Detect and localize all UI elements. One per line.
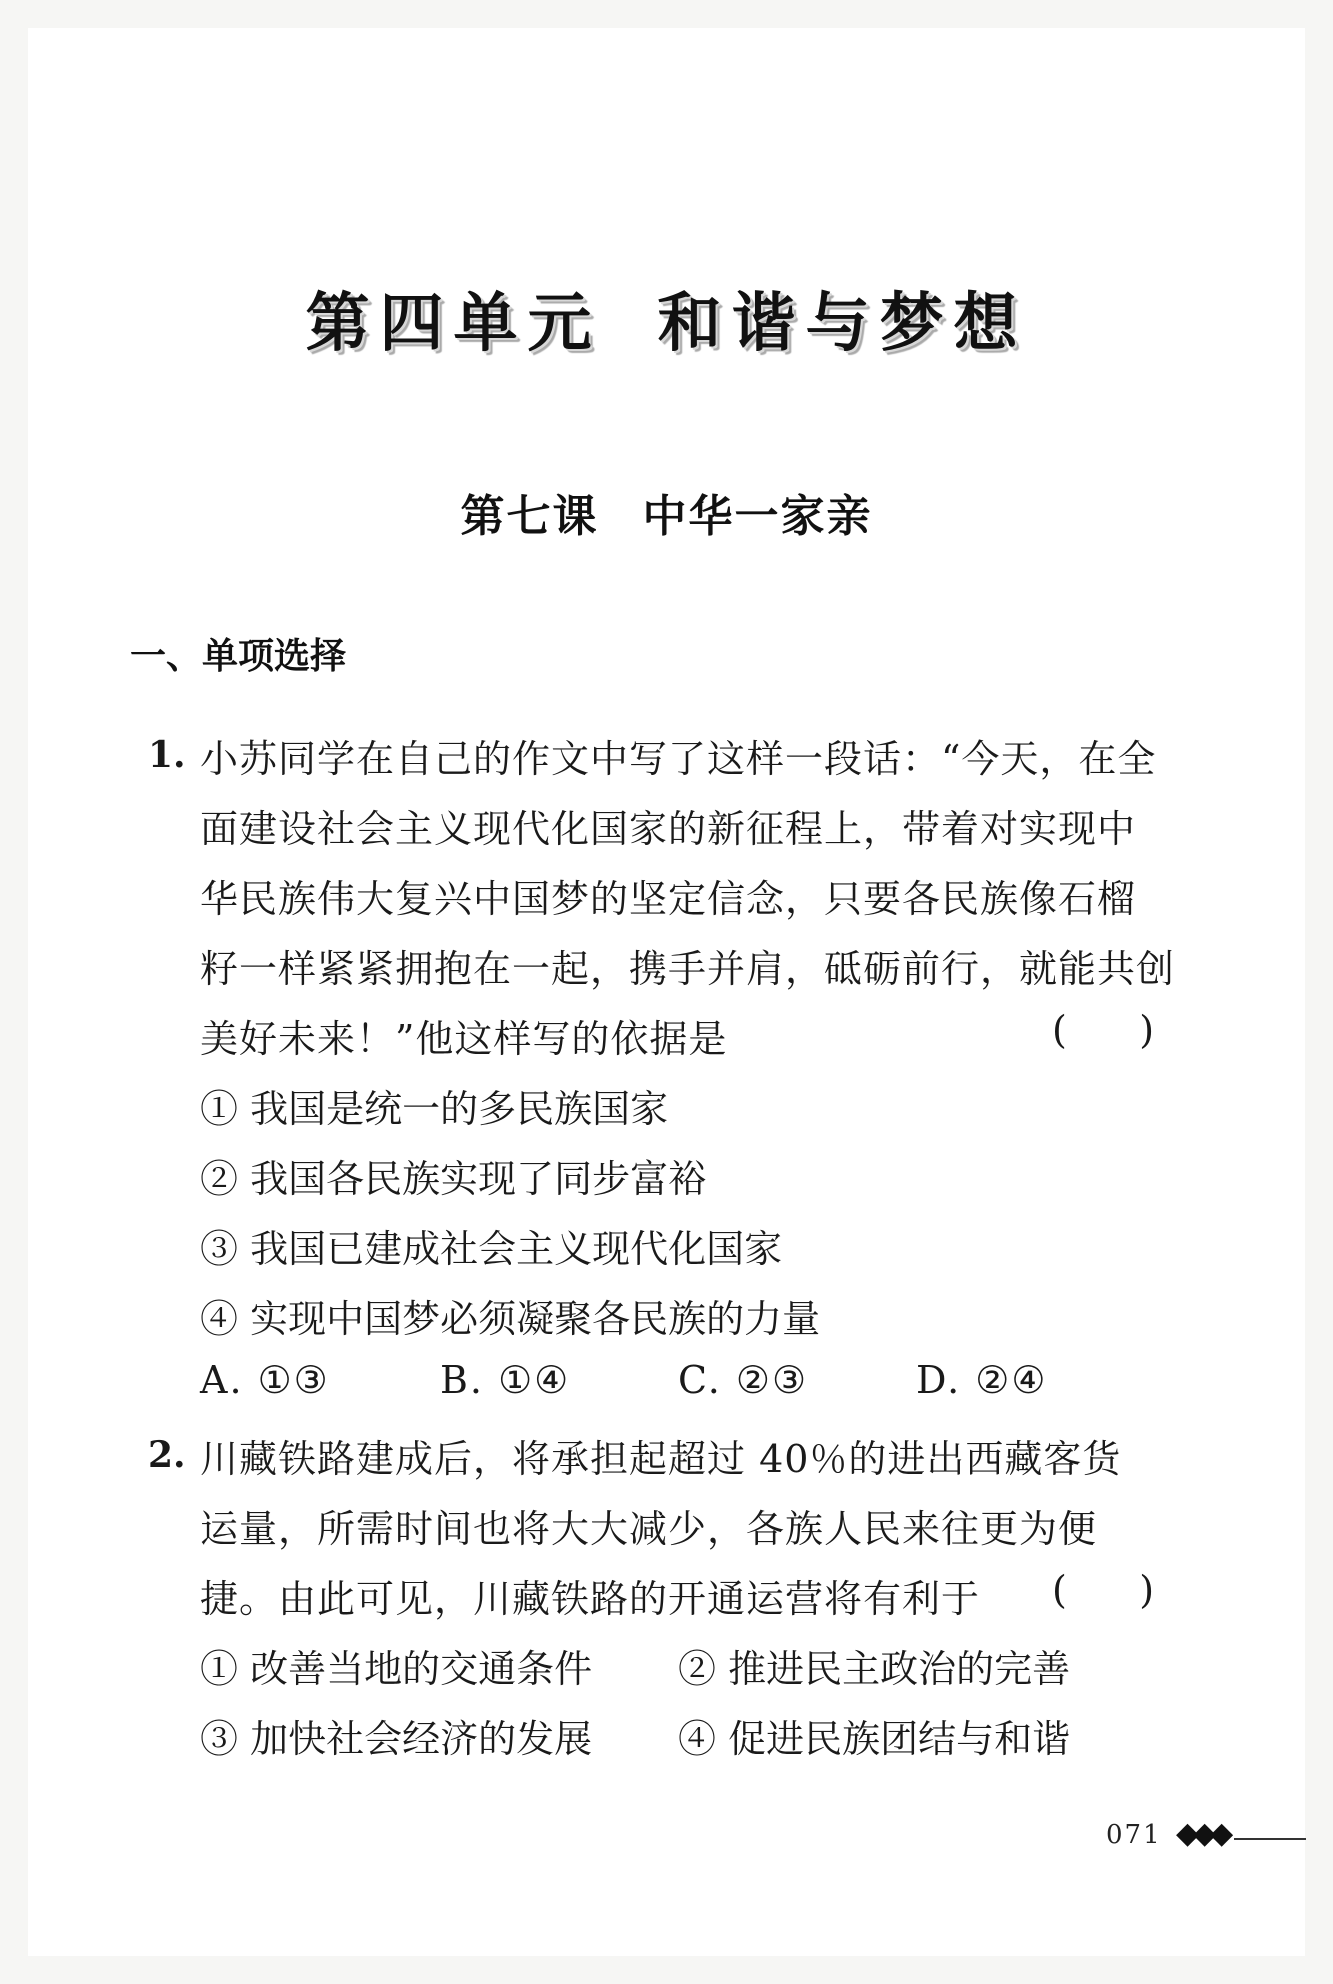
statement-option: ③ 我国已建成社会主义现代化国家 [200,1227,783,1271]
choice-c: C. ②③ [678,1358,809,1402]
question-number: 1. [148,734,186,776]
unit-title [0,272,1333,364]
question-text-line: 华民族伟大复兴中国梦的坚定信念，只要各民族像石榴 [200,877,1137,921]
lesson-title-number: 第七课 [460,491,599,542]
statement-option: ② 我国各民族实现了同步富裕 [200,1157,707,1201]
answer-parentheses: ( ) [1052,1008,1155,1052]
question-text-line: 捷。由此可见，川藏铁路的开通运营将有利于 [200,1577,981,1621]
section-heading: 一、单项选择 [130,636,347,677]
diamond-ornament-icon: ◆◆◆ [1176,1816,1228,1851]
choice-d: D. ②④ [916,1358,1048,1402]
choice-b: B. ①④ [440,1358,571,1402]
statement-option: ② 推进民主政治的完善 [678,1647,1071,1691]
question-text-line: 小苏同学在自己的作文中写了这样一段话：“今天，在全 [200,737,1157,781]
question-text-line: 美好未来！”他这样写的依据是 [200,1017,728,1061]
page-number: 071 [1106,1820,1162,1850]
question-number: 2. [148,1434,186,1476]
choice-a: A. ①③ [200,1358,330,1402]
lesson-title [0,480,1333,544]
unit-title-number: 第四单元 [305,286,602,361]
question-text-line: 川藏铁路建成后，将承担起超过 40％的进出西藏客货 [200,1437,1122,1481]
footer-rule [1234,1838,1306,1840]
question-text-line: 运量，所需时间也将大大减少，各族人民来往更为便 [200,1507,1098,1551]
question-text-line: 籽一样紧紧拥抱在一起，携手并肩，砥砺前行，就能共创 [200,947,1176,991]
lesson-title-name: 中华一家亲 [642,491,873,542]
statement-option: ① 我国是统一的多民族国家 [200,1087,669,1131]
answer-parentheses: ( ) [1052,1568,1155,1612]
question-text-line: 面建设社会主义现代化国家的新征程上，带着对实现中 [200,807,1137,851]
statement-option: ④ 实现中国梦必须凝聚各民族的力量 [200,1297,821,1341]
statement-option: ③ 加快社会经济的发展 [200,1717,593,1761]
unit-title-name: 和谐与梦想 [657,286,1028,361]
statement-option: ④ 促进民族团结与和谐 [678,1717,1071,1761]
statement-option: ① 改善当地的交通条件 [200,1647,593,1691]
